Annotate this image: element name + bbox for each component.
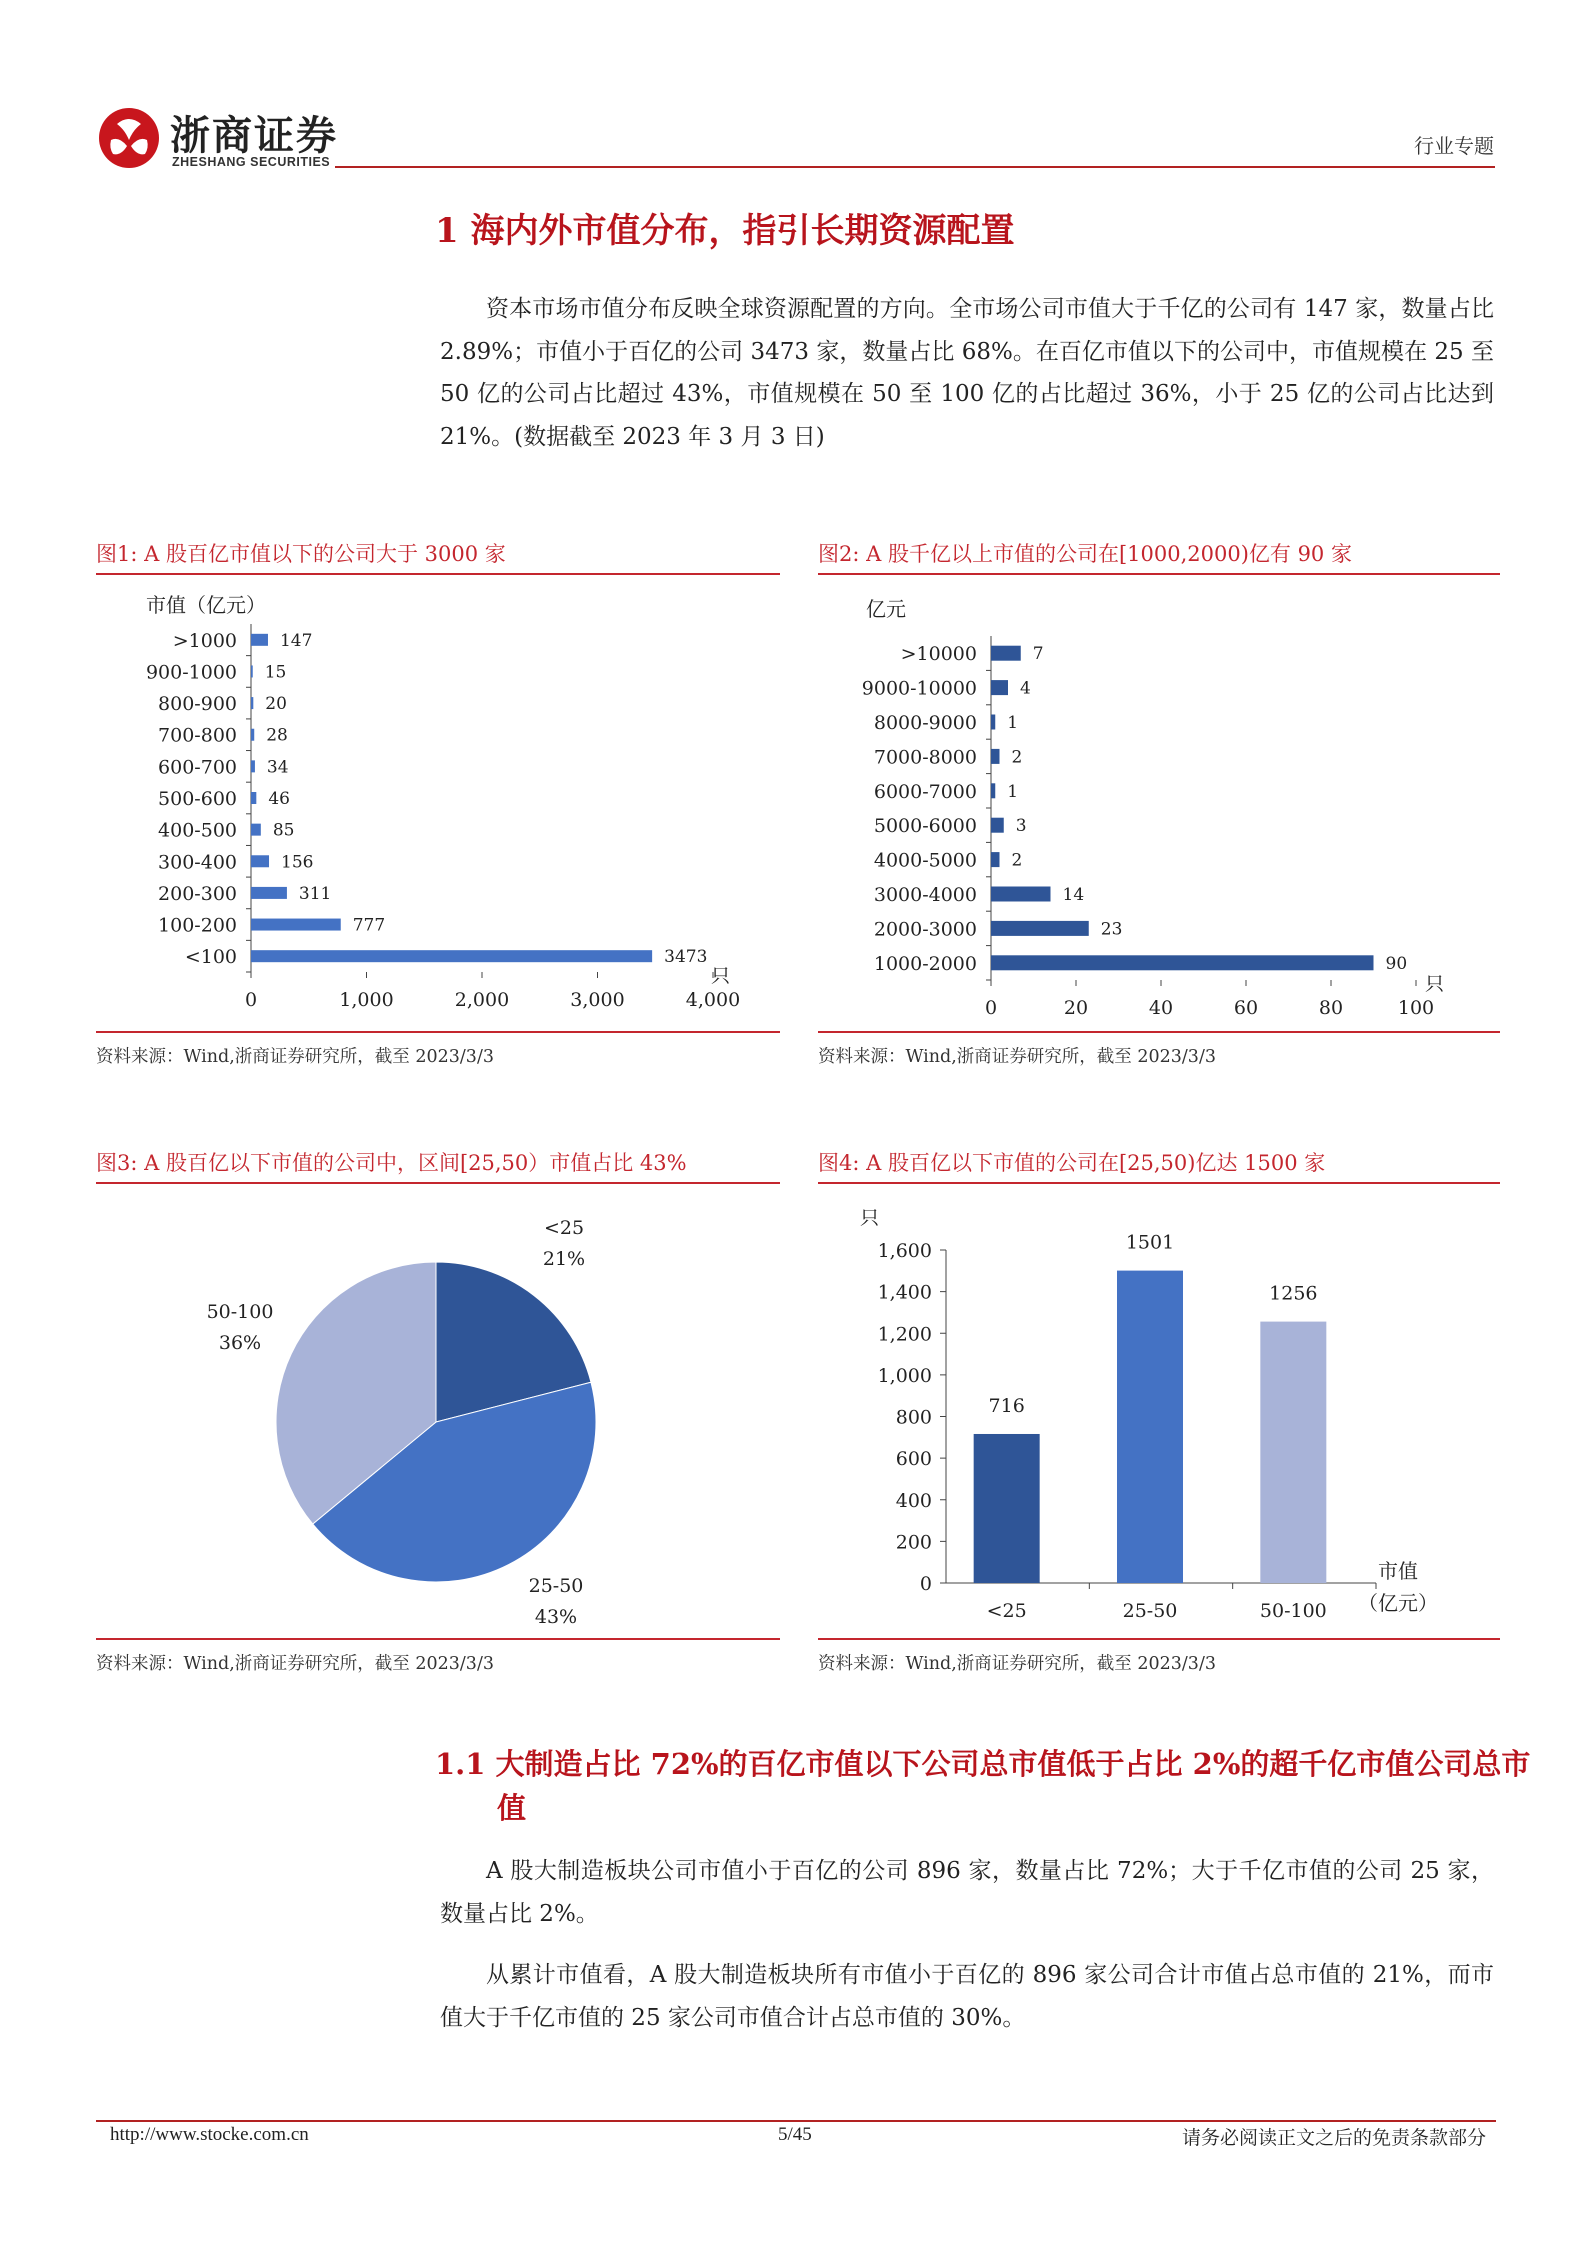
category-label: 500-600 [158, 788, 237, 810]
x-axis-unit: 只 [1425, 973, 1445, 995]
x-tick-label: 100 [1397, 997, 1435, 1019]
figure-4-top-rule [818, 1182, 1500, 1184]
logo-text: 浙商证券 [170, 113, 338, 159]
category-label: 800-900 [158, 693, 237, 716]
y-tick-label: 800 [895, 1406, 932, 1429]
bar [251, 634, 268, 646]
category-label: 4000-5000 [873, 849, 977, 872]
bar [1260, 1322, 1326, 1583]
category-label: 600-700 [158, 756, 237, 779]
category-label: 100-200 [158, 914, 237, 937]
figure-1-top-rule [96, 573, 780, 575]
value-label: 14 [1062, 885, 1085, 905]
category-label: 50-100 [1259, 1600, 1327, 1622]
subsection-paragraph-2: 从累计市值看，A 股大制造板块所有市值小于百亿的 896 家公司合计市值占总市值的 21%，而市值大于千亿市值的 25 家公司市值合计占总市值的 30%。 [440, 1962, 1494, 2031]
y-tick-label: 200 [895, 1531, 932, 1554]
category-label: 6000-7000 [873, 780, 977, 803]
x-tick-label: 1,000 [339, 989, 394, 1011]
slice-label: 50-100 [206, 1301, 274, 1323]
section-title: 1 海内外市值分布，指引长期资源配置 [435, 211, 1015, 251]
y-tick-label: 400 [895, 1489, 932, 1512]
figure-4-chart [818, 1190, 1500, 1635]
value-label: 7 [1032, 644, 1044, 665]
figure-2-bottom-rule [818, 1031, 1500, 1033]
category-label: 1000-2000 [873, 952, 977, 975]
x-axis-unit: 只 [711, 965, 731, 987]
bar [251, 950, 652, 962]
bar [991, 646, 1021, 661]
value-label: 3 [1015, 816, 1027, 837]
figure-1-source: 资料来源：Wind,浙商证券研究所，截至 2023/3/3 [96, 1047, 494, 1067]
figure-2-source: 资料来源：Wind,浙商证券研究所，截至 2023/3/3 [818, 1047, 1216, 1067]
subsection-title: 1.1 大制造占比 72%的百亿市值以下公司总市值低于占比 2%的超千亿市值公司总市值 [435, 1747, 1531, 1825]
x-axis-title-line1: 市值 [1378, 1559, 1418, 1583]
value-label: 20 [265, 694, 287, 715]
figure-4-bottom-rule [818, 1638, 1500, 1640]
bar [991, 749, 1000, 764]
page-number: 5/45 [778, 2124, 812, 2145]
value-label: 1 [1007, 781, 1019, 802]
value-label: 311 [298, 883, 332, 904]
value-label: 147 [279, 630, 313, 651]
figure-1-caption: 图1: A 股百亿市值以下的公司大于 3000 家 [96, 542, 506, 566]
value-label: 28 [266, 725, 288, 746]
bar [251, 824, 261, 836]
value-label: 90 [1385, 953, 1408, 974]
figure-2-caption: 图2: A 股千亿以上市值的公司在[1000,2000)亿有 90 家 [818, 542, 1352, 566]
y-axis-title: 市值（亿元） [146, 593, 266, 617]
x-tick-label: 60 [1233, 997, 1259, 1019]
slice-label: 25-50 [528, 1575, 584, 1597]
slice-percent: 43% [534, 1606, 578, 1628]
category-label: <25 [986, 1600, 1027, 1622]
y-axis-title: 亿元 [866, 597, 906, 621]
category-label: >1000 [172, 629, 237, 652]
category-label: 8000-9000 [873, 712, 977, 734]
bar [991, 887, 1051, 902]
category-label: 200-300 [158, 882, 237, 905]
category-label: 900-1000 [145, 661, 237, 684]
x-tick-label: 2,000 [454, 989, 510, 1011]
x-tick-label: 4,000 [685, 989, 741, 1011]
bar [251, 919, 341, 931]
value-label: 15 [264, 662, 287, 683]
y-tick-label: 0 [919, 1573, 932, 1595]
bar [991, 715, 995, 730]
zheshang-logo-icon [97, 106, 161, 170]
category-label: 25-50 [1122, 1600, 1178, 1622]
x-tick-label: 0 [244, 989, 258, 1011]
figure-3-caption: 图3: A 股百亿以下市值的公司中，区间[25,50）市值占比 43% [96, 1151, 687, 1175]
category-label: 7000-8000 [873, 746, 977, 769]
slice-percent: 36% [218, 1332, 262, 1354]
category-label: 2000-3000 [873, 918, 977, 941]
y-axis-unit: 只 [860, 1207, 880, 1229]
bar [251, 665, 253, 677]
slice-label: <25 [543, 1217, 585, 1239]
figure-1-bottom-rule [96, 1031, 780, 1033]
value-label: 1256 [1269, 1282, 1318, 1305]
figure-4-caption: 图4: A 股百亿以下市值的公司在[25,50)亿达 1500 家 [818, 1151, 1326, 1175]
value-label: 1501 [1125, 1231, 1175, 1254]
figure-2-top-rule [818, 573, 1500, 575]
bar [974, 1434, 1040, 1583]
category-label: 400-500 [158, 819, 237, 842]
x-tick-label: 0 [984, 997, 998, 1019]
bar [1117, 1271, 1183, 1583]
bar [251, 729, 254, 741]
category-label: 300-400 [158, 851, 237, 874]
bar [991, 852, 1000, 867]
bar [991, 921, 1089, 936]
value-label: 2 [1011, 747, 1023, 768]
subsection-paragraph-1: A 股大制造板块公司市值小于百亿的公司 896 家，数量占比 72%；大于千亿市值的公司 25 家，数量占比 2%。 [440, 1858, 1494, 1927]
y-tick-label: 1,600 [877, 1240, 932, 1262]
figure-3-top-rule [96, 1182, 780, 1184]
y-tick-label: 600 [895, 1448, 932, 1471]
figure-4-source: 资料来源：Wind,浙商证券研究所，截至 2023/3/3 [818, 1654, 1216, 1674]
category-label: 3000-4000 [873, 884, 977, 906]
footer-disclaimer: 请务必阅读正文之后的免责条款部分 [1181, 2127, 1486, 2149]
value-label: 1 [1007, 713, 1019, 733]
category-label: >10000 [900, 643, 977, 666]
category-label: 5000-6000 [873, 815, 977, 838]
category-label: 700-800 [158, 724, 237, 747]
bar [991, 818, 1004, 833]
bar [251, 887, 287, 899]
document-type: 行业专题 [1414, 134, 1494, 158]
value-label: 156 [281, 852, 314, 873]
x-axis-title-line2: （亿元） [1358, 1591, 1438, 1615]
figure-2-chart [818, 580, 1500, 1030]
footer-divider [96, 2120, 1496, 2122]
value-label: 716 [988, 1394, 1025, 1417]
value-label: 85 [272, 820, 295, 841]
figure-3-chart [96, 1190, 780, 1635]
header-divider [335, 166, 1495, 168]
x-tick-label: 3,000 [570, 989, 625, 1011]
bar [991, 955, 1374, 970]
intro-paragraph: 资本市场市值分布反映全球资源配置的方向。全市场公司市值大于千亿的公司有 147 家，数量占比 2.89%；市值小于百亿的公司 3473 家，数量占比 68%。在百亿市值以下的公司中，市值规模在 25 至 50 亿的公司占比超过 43%，市值规模在 50 至 100 亿的占比超过 36%，小于 25 亿的公司占比达到 21%。(数据截至 2023 年 3 月 3 日) [440, 296, 1494, 450]
bar [991, 783, 995, 798]
figure-3-source: 资料来源：Wind,浙商证券研究所，截至 2023/3/3 [96, 1654, 494, 1674]
value-label: 46 [268, 789, 290, 809]
value-label: 23 [1100, 919, 1123, 940]
bar [251, 697, 253, 709]
logo-subtext: ZHESHANG SECURITIES [172, 155, 331, 169]
y-tick-label: 1,400 [877, 1281, 932, 1304]
footer-url-link[interactable]: http://www.stocke.com.cn [110, 2124, 309, 2145]
figure-3-bottom-rule [96, 1638, 780, 1640]
slice-percent: 21% [542, 1248, 586, 1270]
figure-1-chart [96, 580, 780, 1030]
x-tick-label: 20 [1063, 997, 1089, 1019]
bar [251, 855, 269, 867]
x-tick-label: 40 [1148, 997, 1174, 1019]
value-label: 777 [352, 915, 386, 936]
value-label: 34 [266, 757, 289, 778]
x-tick-label: 80 [1318, 997, 1344, 1019]
value-label: 4 [1020, 678, 1031, 699]
bar [251, 760, 255, 772]
value-label: 2 [1011, 850, 1023, 871]
bar [251, 792, 256, 804]
category-label: <100 [184, 946, 237, 969]
value-label: 3473 [664, 947, 708, 968]
y-tick-label: 1,200 [877, 1323, 932, 1346]
category-label: 9000-10000 [861, 677, 977, 700]
y-tick-label: 1,000 [877, 1364, 932, 1387]
bar [991, 680, 1008, 695]
